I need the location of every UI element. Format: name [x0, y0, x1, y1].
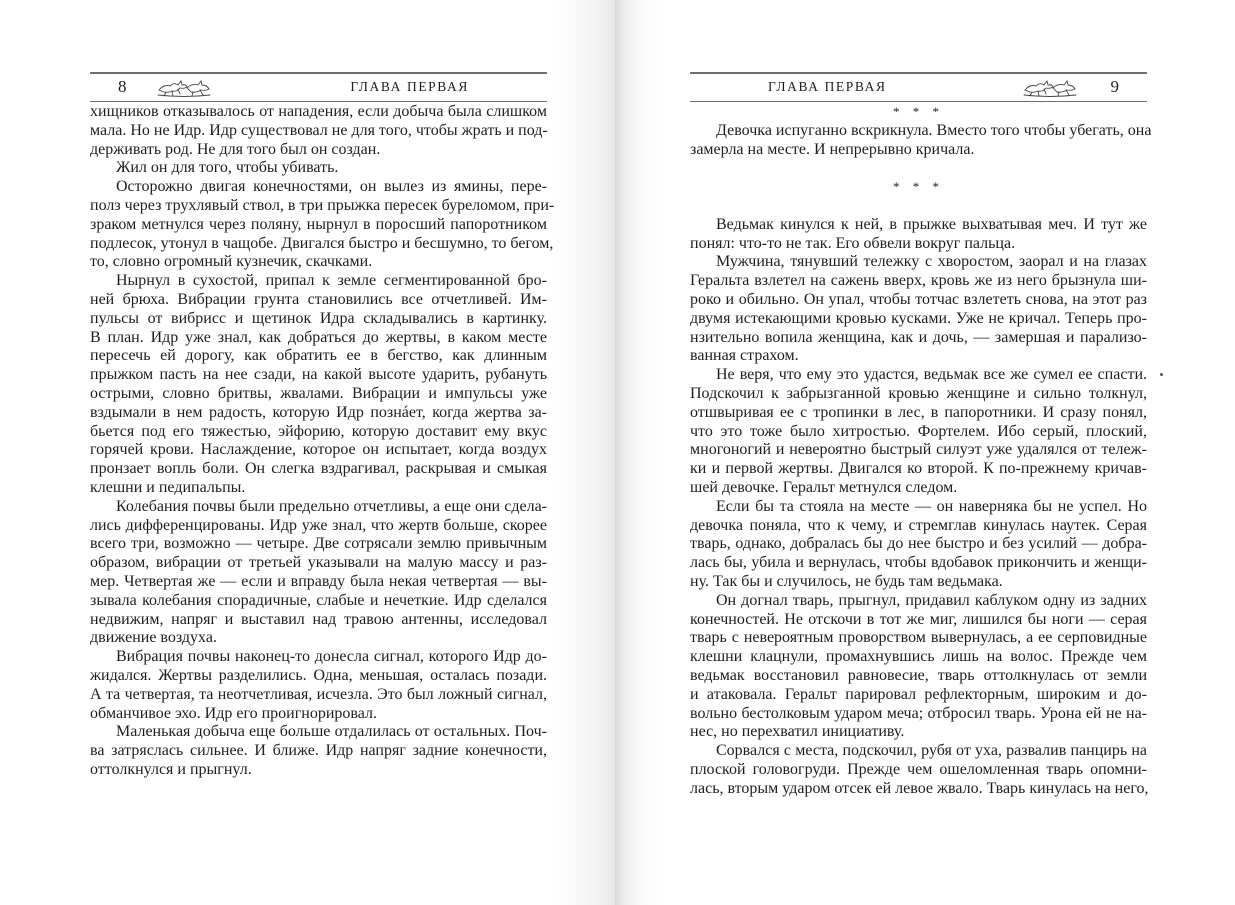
text-line: мала. Но не Идр. Идр существовал не для того, чтобы жрать и под- [90, 121, 548, 139]
left-page [0, 0, 615, 905]
text-line: подлесок, утонул в чащобе. Двигался быстро и бесшумно, то бегом, [90, 234, 554, 252]
page-number: 9 [1110, 77, 1119, 96]
text-line: А та четвертая, та неотчетливая, исчезла. Это был ложный сигнал, [90, 685, 547, 703]
text-line: ней брюха. Вибрации грунта становились все отчетливей. Им- [90, 290, 547, 308]
chapter-title: ГЛАВА ПЕРВАЯ [768, 79, 887, 94]
text-line: то, словно огромный кузнечик, скачками. [90, 253, 373, 271]
right-body-text [690, 103, 1152, 798]
text-line: что это тоже было хитростью. Фортелем. Ибо серый, плоский, [690, 422, 1147, 440]
text-line: замерла на месте. И непрерывно кричала. [690, 140, 975, 158]
text-line: жидался. Жертвы разделились. Одна, меньшая, осталась позади. [90, 666, 547, 684]
text-line: ну. Так бы и случилось, не будь там ведьмака. [690, 572, 1003, 590]
wolf-ornament-icon [1022, 76, 1078, 103]
text-line: мер. Четвертая же — если и вправду была некая четвертая — вы- [90, 572, 547, 590]
text-line: Геральта взлетел на сажень вверх, кровь же из него брызнула ши- [690, 272, 1147, 290]
text-line: бьется под его тяжестью, эйфорию, которую доставит ему вкус [90, 422, 547, 440]
text-line: клешни клацнули, промахнувшись лишь на волос. Прежде чем [690, 648, 1147, 666]
text-line: тварь с невероятным проворством вывернулась, а ее серповидные [690, 629, 1147, 647]
text-line: ведьмак восстановил равновесие, тварь оттолкнулась от земли [690, 666, 1147, 684]
text-line: обманчивое эхо. Идр его проигнорировал. [90, 704, 377, 722]
text-line: Сорвался с места, подскочил, рубя от уха, развалив панцирь на [716, 742, 1147, 760]
text-line: хищников отказывалось от нападения, если добыча была слишком [90, 103, 547, 120]
text-line: девочка поняла, что к чему, и стремглав кинулась наутек. Серая [690, 516, 1147, 534]
text-line: пересечь ей дорогу, как обратить ее в бегство, как длинным [90, 347, 547, 365]
text-line: ки и первой жертвы. Двигался ко второй. К по-прежнему кричав- [690, 460, 1147, 478]
text-line: роко и обильно. Он упал, чтобы тотчас взлететь снова, на этот раз [690, 290, 1147, 308]
text-line: двумя истекающими кровью кусками. Уже не кричал. Теперь про- [690, 309, 1147, 327]
text-line: Он догнал тварь, прыгнул, придавил каблуком одну из задних [716, 591, 1147, 609]
text-line: оттолкнулся и прыгнул. [90, 760, 252, 778]
text-line: нес, но перехватил инициативу. [690, 723, 905, 741]
text-line: многоногий и невероятно быстрый силуэт уже удалялся от тележ- [690, 441, 1147, 459]
text-line: пульсы от вибрисс и щетинок Идра складывались в картинку. [90, 309, 547, 327]
section-break: * * * [893, 104, 944, 119]
chapter-title: ГЛАВА ПЕРВАЯ [350, 79, 469, 94]
text-line: всего три, возможно — четыре. Две сотрясали землю привычным [90, 535, 547, 553]
text-line: Вибрация почвы наконец-то донесла сигнал, которого Идр до- [116, 648, 547, 666]
text-line: и атаковала. Геральт парировал рефлекторным, широким и до- [690, 685, 1147, 703]
text-line: конечностей. Не отскочи в тот же миг, лишился бы ноги — серая [690, 610, 1147, 628]
text-line: держивать род. Не для того был он создан. [90, 140, 381, 158]
text-line: образом, вибрации от третьей указывали на малую массу и раз- [90, 554, 547, 572]
text-line: клешни и педипальпы. [90, 478, 246, 496]
right-running-header [690, 72, 1147, 102]
text-line: Подскочил к забрызганной кровью женщине и сильно толкнул, [690, 384, 1147, 402]
text-line: полз через трухлявый ствол, в три прыжка пересек буреломом, при- [90, 196, 555, 214]
text-line: недвижим, напряг и выставил над травою антенны, исследовал [90, 610, 547, 628]
text-line: Девочка испуганно вскрикнула. Вместо того чтобы убегать, она [716, 121, 1152, 139]
text-line: вольно бестолковым ударом меча; отбросил тварь. Урона ей не на- [690, 704, 1147, 722]
text-line: вздымали в нем радость, которую Идр познáет, когда жертва за- [90, 403, 547, 421]
text-line: лась, вторым ударом отсек ей левое жвало. Тварь кинулась на него, [690, 779, 1149, 797]
text-line: лись дифференцированы. Идр уже знал, что жертв больше, скорее [90, 516, 547, 534]
print-speck [1160, 373, 1163, 376]
text-line: Ведьмак кинулся к ней, в прыжке выхватывая меч. И тут же [716, 215, 1147, 233]
text-line: горячей крови. Наслаждение, которое он испытает, когда воздух [90, 441, 547, 459]
text-line: ванная страхом. [690, 347, 799, 365]
text-line: шей девочке. Геральт метнулся следом. [690, 478, 958, 496]
text-line: Мужчина, тянувший тележку с хворостом, заорал и на глазах [716, 253, 1147, 271]
text-line: зраком метнулся через поляну, нырнул в поросший папоротником [90, 215, 547, 233]
text-line: Если бы та стояла на месте — он наверняка бы не успел. Но [716, 497, 1147, 515]
text-line: прыжком пасть на нее сзади, на какой высоте ударить, рубануть [90, 366, 547, 384]
text-line: Колебания почвы были предельно отчетливы, а еще они сдела- [116, 497, 547, 515]
section-break: * * * [893, 179, 944, 195]
text-line: Маленькая добыча еще больше отдалилась от остальных. Поч- [116, 723, 547, 741]
text-line: ва затряслась сильнее. И ближе. Идр напряг задние конечности, [90, 742, 547, 760]
text-line: острыми, словно бритвы, жвалами. Вибрации и импульсы уже [90, 384, 547, 402]
blank-line [690, 159, 1147, 178]
left-body-text [90, 103, 555, 780]
text-line: нзительно вопила женщина, как и дочь, — замершая и парализо- [690, 328, 1147, 346]
text-line: зывала колебания спорадичные, слабые и нечеткие. Идр сделался [90, 591, 547, 609]
text-line: отшвыривая ее с тропинки в лес, в папоротники. И сразу понял, [690, 403, 1147, 421]
text-line: тварь, однако, добралась бы до нее быстро и без усилий — добра- [690, 535, 1147, 553]
text-line: Не веря, что ему это удастся, ведьмак все же сумел ее спасти. [716, 366, 1147, 384]
left-running-header [90, 72, 547, 102]
page-number: 8 [118, 77, 127, 96]
text-line: пронзает вопль боли. Он слегка вздрагивал, раскрывая и смыкая [90, 460, 547, 478]
text-line: движение воздуха. [90, 629, 217, 647]
blank-line [690, 197, 1147, 216]
wolf-ornament-icon [156, 76, 212, 103]
text-line: понял: что-то не так. Его обвели вокруг пальца. [690, 234, 1016, 252]
text-line: Жил он для того, чтобы убивать. [116, 159, 339, 177]
text-line: лась бы, убила и вернулась, чтобы вдобавок прикончить и женщи- [690, 554, 1147, 572]
text-line: Осторожно двигая конечностями, он вылез из ямины, пере- [116, 178, 547, 196]
text-line: плоской головогруди. Прежде чем ошеломленная тварь опомни- [690, 760, 1147, 778]
right-page [615, 0, 1235, 905]
text-line: Нырнул в сухостой, припал к земле сегментированной бро- [116, 272, 547, 290]
text-line: В план. Идр уже знал, как добраться до жертвы, в каком месте [90, 328, 547, 346]
